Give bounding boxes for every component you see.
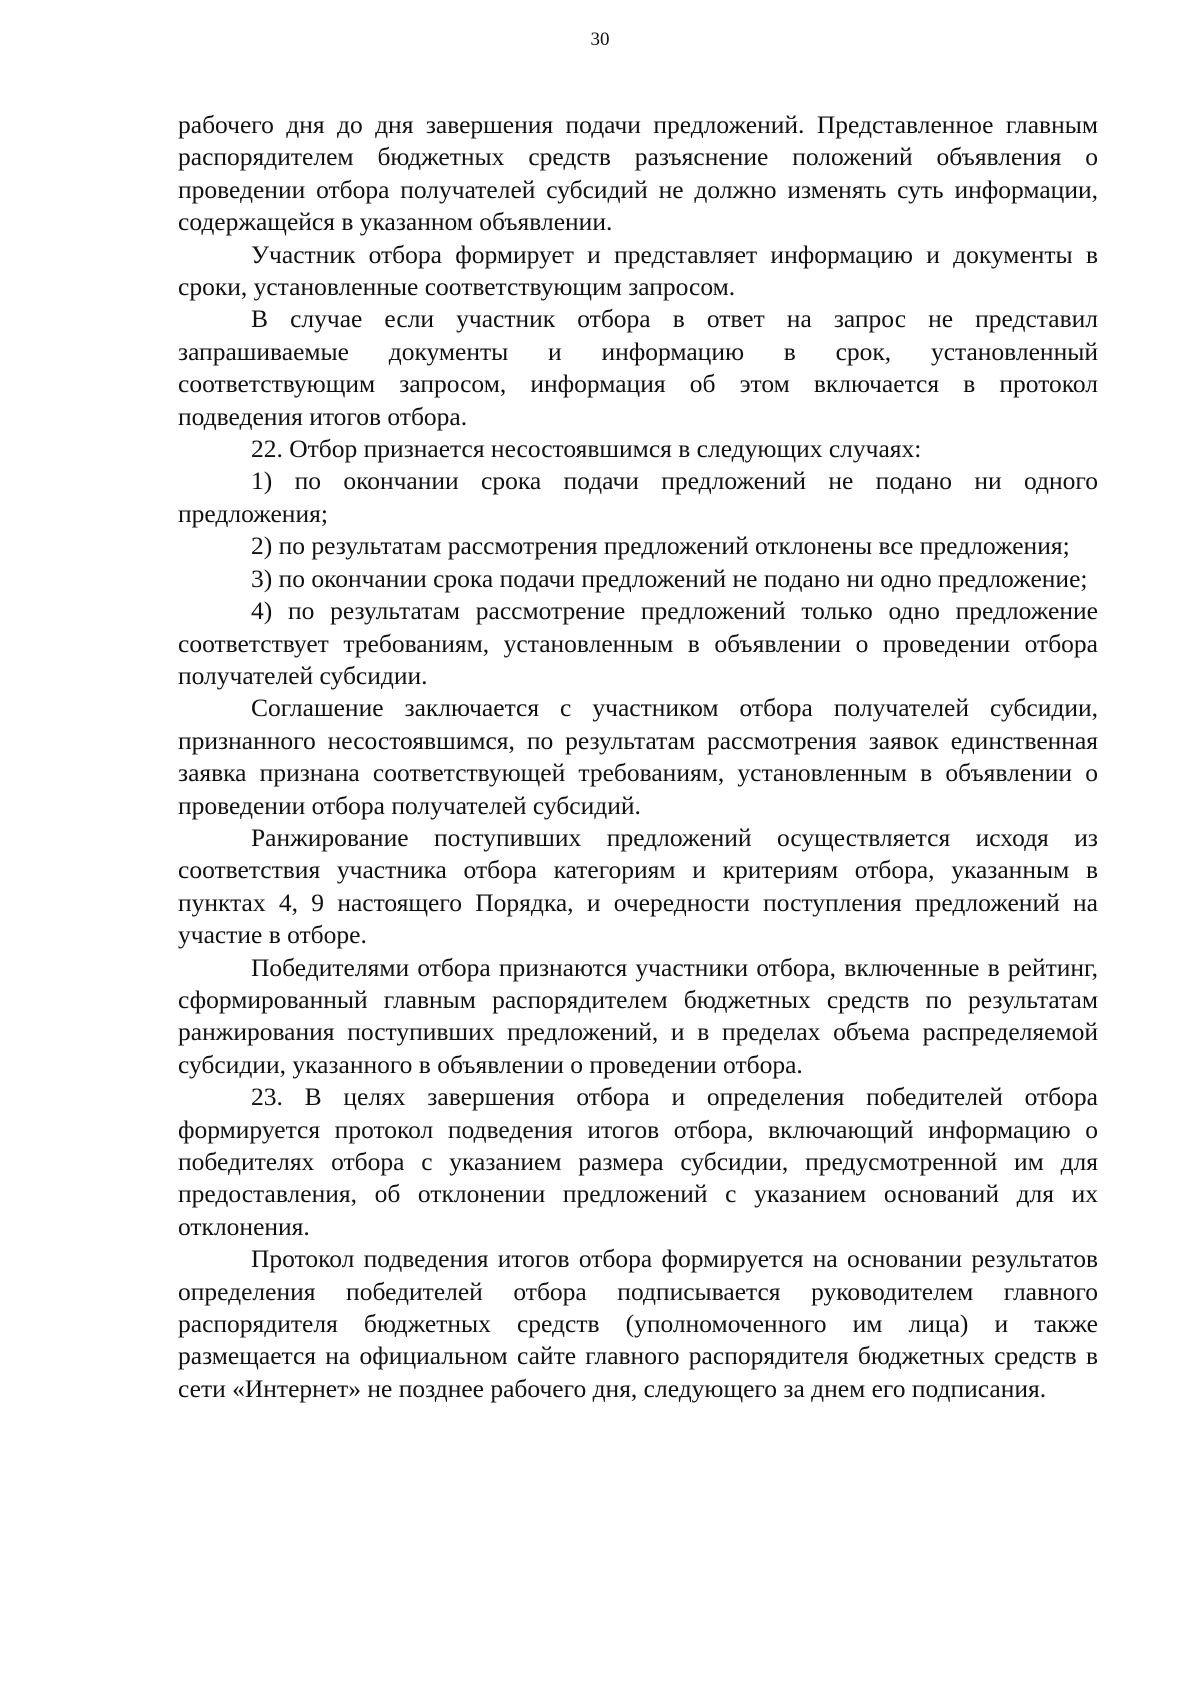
list-item-2: 2) по результатам рассмотрения предложений отклонены все предложения; (251, 531, 1070, 561)
page-number: 30 (590, 29, 610, 50)
paragraph-continuation: рабочего дня до дня завершения подачи предложений. Представленное главным распорядителем бюджетных средств разъяснение положений объявления о проведении отбора получателей субсидий не должно изменять суть информации, содержащейся в указанном объявлении. (178, 110, 1098, 237)
paragraph-ranking: Ранжирование поступивших предложений осуществляется исходя из соответствия участника отбора категориям и критериям отбора, указанным в пунктах 4, 9 настоящего Порядка, и очередности поступления предложений на участие в отборе. (178, 822, 1098, 950)
document-body (178, 109, 1098, 1405)
list-item-3: 3) по окончании срока подачи предложений не подано ни одно предложение; (251, 563, 1088, 593)
paragraph-clause-22: 22. Отбор признается несостоявшимся в следующих случаях: (251, 434, 922, 464)
paragraph-no-response: В случае если участник отбора в ответ на запрос не представил запрашиваемые документы и информацию в срок, установленный соответствующим запросом, информация об этом включается в протокол подведения итогов отбора. (178, 304, 1098, 431)
paragraph-agreement: Соглашение заключается с участником отбора получателей субсидии, признанного несостоявшимся, по результатам рассмотрения заявок единственная заявка признана соответствующей требованиям, установленным в объявлении о проведении отбора получателей субсидий. (178, 693, 1098, 820)
list-item-1: 1) по окончании срока подачи предложений не подано ни одного предложения; (178, 466, 1098, 528)
paragraph-participant-info: Участник отбора формирует и представляет информацию и документы в сроки, установленные соответствующим запросом. (178, 239, 1098, 302)
paragraph-clause-23: 23. В целях завершения отбора и определения победителей отбора формируется протокол подведения итогов отбора, включающий информацию о победителях отбора с указанием размера субсидии, предусмотренной им для предоставления, об отклонении предложений с указанием оснований для их отклонения. (178, 1082, 1098, 1241)
paragraph-winners: Победителями отбора признаются участники отбора, включенные в рейтинг, сформированный главным распорядителем бюджетных средств по результатам ранжирования поступивших предложений, и в пределах объема распределяемой субсидии, указанного в объявлении о проведении отбора. (178, 952, 1098, 1079)
list-item-4: 4) по результатам рассмотрение предложений только одно предложение соответствует требованиям, установленным в объявлении о проведении отбора получателей субсидии. (178, 596, 1098, 690)
paragraph-protocol: Протокол подведения итогов отбора формируется на основании результатов определения победителей отбора подписывается руководителем главного распорядителя бюджетных средств (уполномоченного им лица) и также размещается на официальном сайте главного распорядителя бюджетных средств в сети «Интернет» не позднее рабочего дня, следующего за днем его подписания. (178, 1244, 1098, 1403)
